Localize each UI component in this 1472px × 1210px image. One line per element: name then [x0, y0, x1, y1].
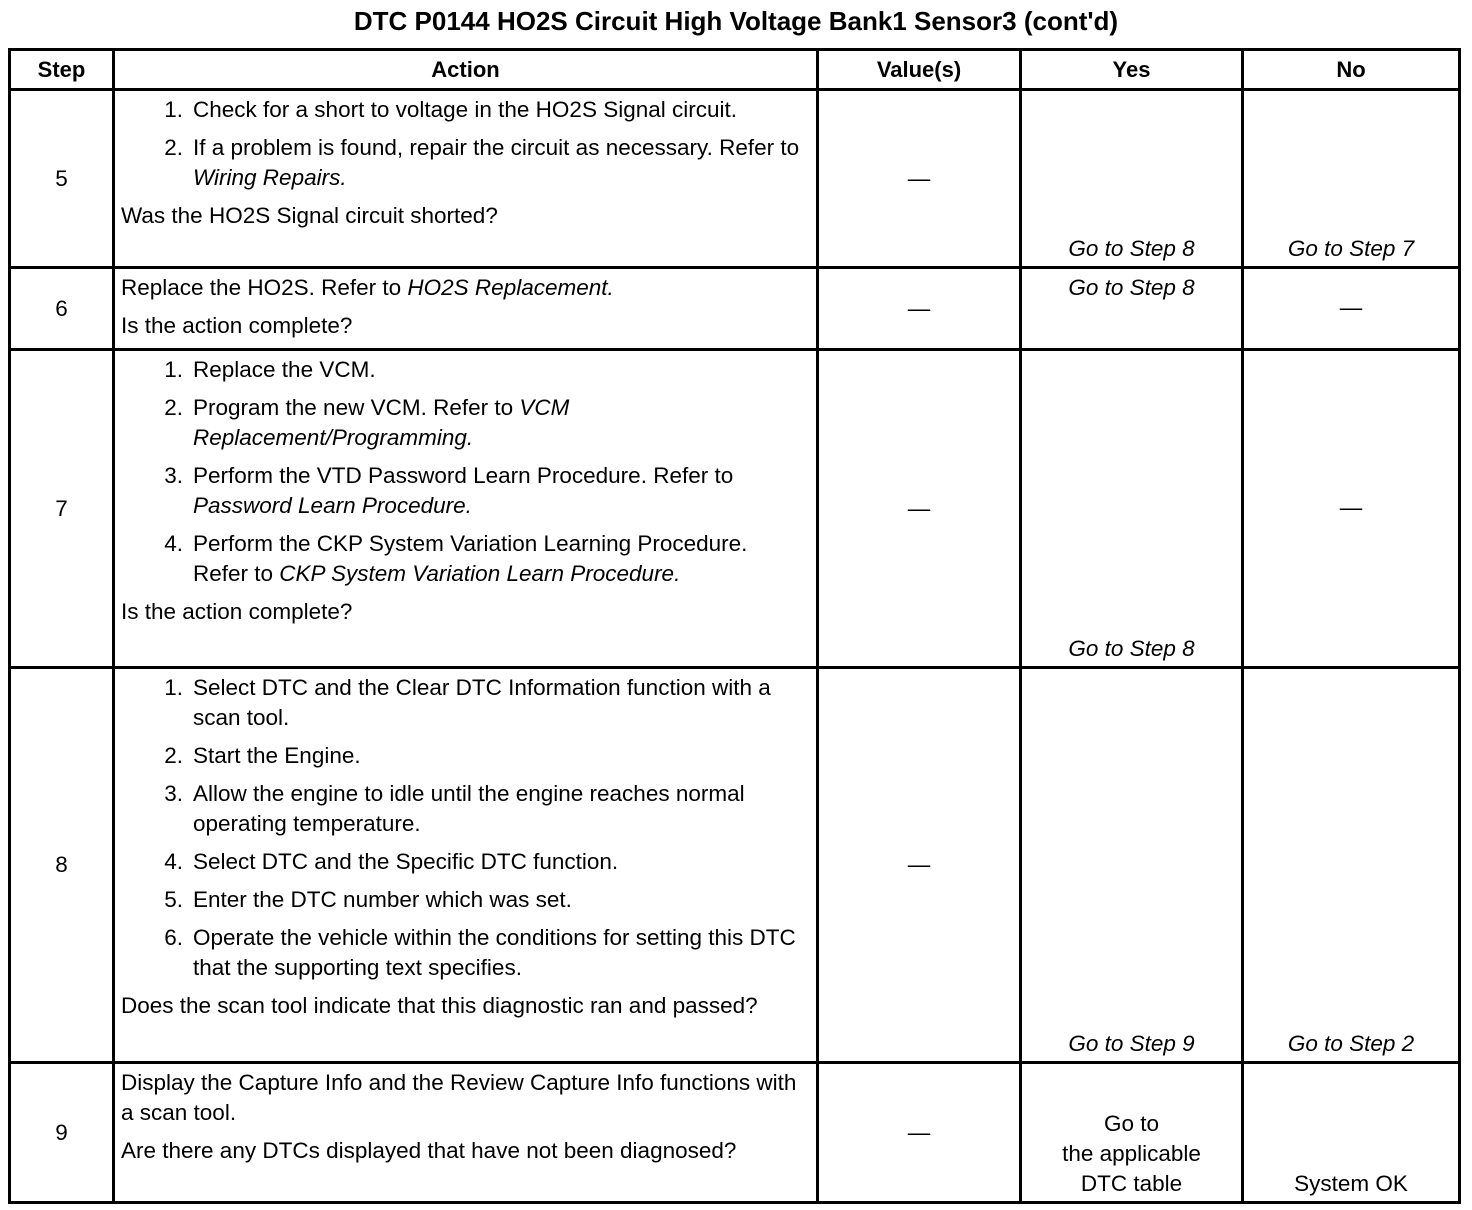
item-text: Program the new VCM. Refer to [193, 395, 520, 420]
list-item [164, 133, 808, 193]
list-item [164, 393, 808, 453]
action-cell [114, 350, 818, 668]
no-cell [1243, 668, 1460, 1063]
item-text: Enter the DTC number which was set. [193, 887, 572, 912]
item-text: Replace the VCM. [193, 357, 376, 382]
list-item [164, 923, 808, 983]
reference-link: Password Learn Procedure. [193, 493, 472, 518]
yes-cell [1021, 90, 1243, 268]
table-row-step-5 [10, 90, 1460, 268]
value-cell: — [818, 268, 1021, 350]
item-text: Operate the vehicle within the conditions for setting this DTC that the supporting text specifies. [193, 925, 796, 980]
item-text: Allow the engine to idle until the engine reaches normal operating temperature. [193, 781, 745, 836]
table-row-step-9 [10, 1063, 1460, 1203]
question-text: Is the action complete? [121, 599, 353, 624]
yes-cell [1021, 268, 1243, 350]
item-number: 4. [164, 531, 183, 556]
action-cell [114, 90, 818, 268]
table-row-step-6 [10, 268, 1460, 350]
question-text: Are there any DTCs displayed that have not been diagnosed? [121, 1138, 737, 1163]
header-step: Step [10, 50, 114, 90]
no-cell [1243, 90, 1460, 268]
header-yes: Yes [1021, 50, 1243, 90]
table-header-row [10, 50, 1460, 90]
page-title: DTC P0144 HO2S Circuit High Voltage Bank1 Sensor3 (cont'd) [353, 6, 1119, 36]
list-item [164, 885, 808, 915]
action-steps-list [121, 355, 808, 589]
yes-line: the applicable [1062, 1141, 1201, 1166]
action-cell [114, 268, 818, 350]
list-item [164, 529, 808, 589]
item-number: 3. [164, 781, 183, 806]
yes-go-to-step: Go to Step 8 [1068, 275, 1195, 300]
diagnostic-table [8, 48, 1461, 1204]
step-number: 6 [10, 268, 114, 350]
item-number: 2. [164, 135, 183, 160]
item-number: 1. [164, 97, 183, 122]
yes-cell [1021, 1063, 1243, 1203]
reference-link: CKP System Variation Learn Procedure. [279, 561, 681, 586]
item-text: Perform the VTD Password Learn Procedure. Refer to [193, 463, 734, 488]
yes-cell [1021, 350, 1243, 668]
value-cell: — [818, 1063, 1021, 1203]
reference-link: HO2S Replacement. [407, 275, 614, 300]
header-no: No [1243, 50, 1460, 90]
list-item [164, 355, 808, 385]
question-text: Is the action complete? [121, 313, 353, 338]
item-number: 5. [164, 887, 183, 912]
no-go-to-step: Go to Step 2 [1287, 1031, 1415, 1056]
no-cell [1243, 1063, 1460, 1203]
yes-go-to-step: Go to Step 8 [1068, 236, 1195, 261]
question-text: Does the scan tool indicate that this diagnostic ran and passed? [121, 993, 758, 1018]
list-item [164, 847, 808, 877]
item-text: Check for a short to voltage in the HO2S Signal circuit. [193, 97, 738, 122]
header-values: Value(s) [818, 50, 1021, 90]
item-text: Select DTC and the Clear DTC Information function with a scan tool. [193, 675, 771, 730]
table-row-step-8 [10, 668, 1460, 1063]
item-number: 3. [164, 463, 183, 488]
item-number: 1. [164, 357, 183, 382]
item-text: If a problem is found, repair the circuit as necessary. Refer to [193, 135, 800, 160]
action-text: Display the Capture Info and the Review Capture Info functions with a scan tool. [121, 1070, 797, 1125]
action-steps-list [121, 673, 808, 983]
list-item [164, 461, 808, 521]
header-action: Action [114, 50, 818, 90]
yes-go-to-step: Go to Step 8 [1068, 636, 1195, 661]
question-text: Was the HO2S Signal circuit shorted? [121, 203, 498, 228]
no-cell: — [1243, 350, 1460, 668]
action-cell [114, 1063, 818, 1203]
step-number: 5 [10, 90, 114, 268]
value-cell: — [818, 350, 1021, 668]
step-number: 8 [10, 668, 114, 1063]
no-cell: — [1243, 268, 1460, 350]
reference-link: Wiring Repairs. [193, 165, 347, 190]
item-number: 2. [164, 743, 183, 768]
yes-cell [1021, 668, 1243, 1063]
no-result: System OK [1294, 1171, 1408, 1196]
step-number: 9 [10, 1063, 114, 1203]
item-number: 6. [164, 925, 183, 950]
list-item [164, 741, 808, 771]
item-text: Select DTC and the Specific DTC function. [193, 849, 619, 874]
yes-line: Go to [1103, 1111, 1160, 1136]
list-item [164, 779, 808, 839]
value-cell: — [818, 668, 1021, 1063]
reference-link: VCM Replacement/Programming. [193, 395, 570, 450]
no-go-to-step: Go to Step 7 [1287, 236, 1415, 261]
item-text: Start the Engine. [193, 743, 361, 768]
step-number: 7 [10, 350, 114, 668]
item-number: 2. [164, 395, 183, 420]
item-text: Perform the CKP System Variation Learning Procedure. Refer to [193, 531, 748, 586]
list-item [164, 95, 808, 125]
table-row-step-7 [10, 350, 1460, 668]
item-number: 4. [164, 849, 183, 874]
list-item [164, 673, 808, 733]
action-cell [114, 668, 818, 1063]
yes-line: DTC table [1080, 1171, 1183, 1196]
yes-go-to-step: Go to Step 9 [1068, 1031, 1195, 1056]
action-text: Replace the HO2S. Refer to HO2S Replacement. [121, 275, 614, 300]
action-steps-list [121, 95, 808, 193]
value-cell: — [818, 90, 1021, 268]
item-number: 1. [164, 675, 183, 700]
